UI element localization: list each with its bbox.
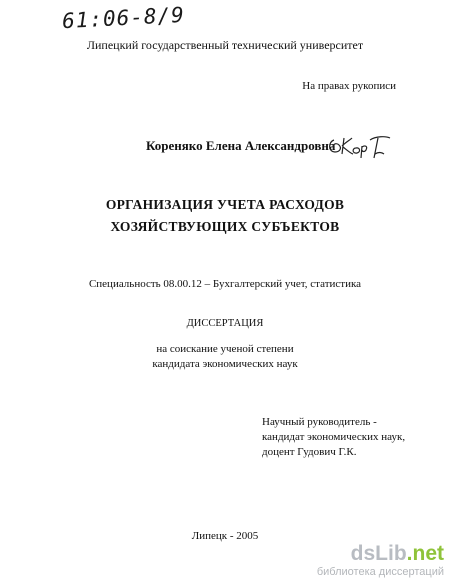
document-type: ДИССЕРТАЦИЯ — [186, 318, 264, 329]
signature-drawing — [326, 128, 396, 162]
archive-stamp-number: 61:06-8/9 — [61, 2, 186, 34]
manuscript-rights-note: На правах рукописи — [302, 80, 396, 92]
dslib-logo — [317, 543, 444, 565]
dissertation-title-line-2: ХОЗЯЙСТВУЮЩИХ СУБЪЕКТОВ — [110, 219, 340, 234]
author-signature — [326, 128, 396, 167]
dslib-logo-accent: .net — [406, 542, 444, 565]
dslib-logo-main: dsLib — [350, 542, 407, 565]
degree-line-2: кандидата экономических наук — [152, 358, 298, 370]
dslib-watermark — [317, 543, 444, 578]
specialty-line: Специальность 08.00.12 – Бухгалтерский учет, статистика — [88, 278, 362, 290]
university-name: Липецкий государственный технический университет — [86, 38, 364, 52]
degree-line-1: на соискание ученой степени — [156, 343, 294, 355]
city-year: Липецк - 2005 — [191, 530, 259, 542]
advisor-line-2: кандидат экономических наук, — [262, 431, 406, 443]
dslib-subtitle: библиотека диссертаций — [316, 566, 444, 578]
dissertation-title-line-1: ОРГАНИЗАЦИЯ УЧЕТА РАСХОДОВ — [105, 197, 345, 212]
advisor-line-1: Научный руководитель - — [262, 416, 377, 428]
author-name: Кореняко Елена Александровна — [146, 138, 336, 153]
advisor-line-3: доцент Гудович Г.К. — [262, 446, 357, 458]
